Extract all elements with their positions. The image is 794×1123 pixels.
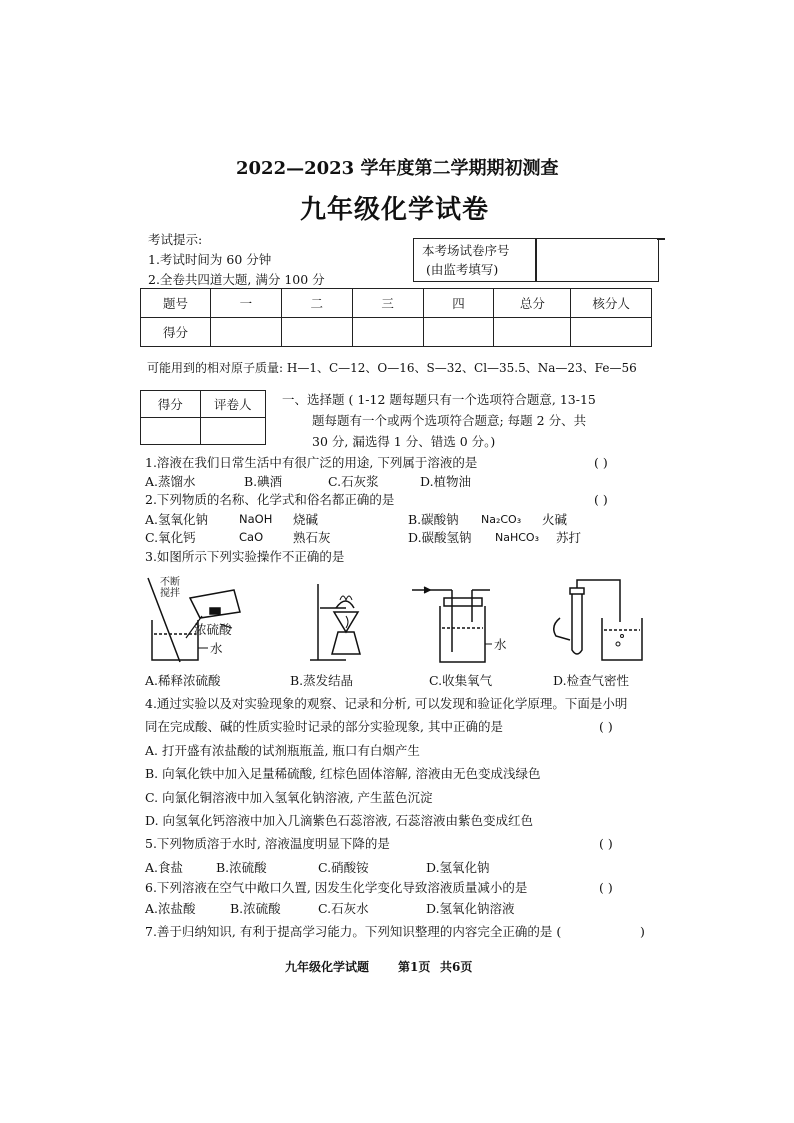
q3-option-a: A.稀释浓硫酸 — [145, 673, 221, 688]
score-header-total: 总分 — [494, 289, 571, 318]
grader-score-cell[interactable] — [141, 418, 201, 445]
score-cell-3[interactable] — [352, 318, 423, 347]
section1-line3: 30 分, 漏选得 1 分、错选 0 分。) — [312, 434, 496, 449]
q5-stem: 5.下列物质溶于水时, 溶液温度明显下降的是 — [145, 836, 390, 851]
q7-answer-paren-close[interactable]: ) — [640, 924, 645, 939]
q2-c-formula: CaO — [239, 530, 264, 544]
serial-number-box — [413, 238, 659, 282]
q2-a-common: 烧碱 — [293, 512, 319, 527]
grader-name-cell[interactable] — [200, 418, 265, 445]
q3-option-b: B.蒸发结晶 — [290, 673, 354, 688]
q2-stem: 2.下列物质的名称、化学式和俗名都正确的是 — [145, 492, 395, 507]
q2-d-common: 苏打 — [556, 530, 582, 545]
score-header-2: 二 — [281, 289, 352, 318]
q5-option-a: A.食盐 — [145, 860, 184, 875]
q4-option-b: B. 向氧化铁中加入足量稀硫酸, 红棕色固体溶解, 溶液由无色变成浅绿色 — [145, 766, 541, 781]
fig-c-water-label: 水 — [494, 637, 507, 652]
atomic-masses: 可能用到的相对原子质量: H—1、C—12、O—16、S—32、Cl—35.5、Na—23、Fe—56 — [147, 361, 637, 375]
score-cell-total[interactable] — [494, 318, 571, 347]
score-header-label: 题号 — [141, 289, 211, 318]
q1-option-a: A.蒸馏水 — [145, 474, 196, 489]
section1-line1: 一、选择题 ( 1-12 题每题只有一个选项符合题意, 13-15 — [282, 392, 596, 407]
tips-line-1: 1.考试时间为 60 分钟 — [148, 252, 272, 267]
q2-answer-paren[interactable]: ( ) — [594, 492, 608, 507]
q1-answer-paren[interactable]: ( ) — [594, 455, 608, 470]
fig-a-water-label: 水 — [210, 641, 223, 656]
score-header-1: 一 — [210, 289, 281, 318]
figure-b-evaporation — [310, 584, 360, 660]
score-cell-4[interactable] — [423, 318, 494, 347]
tips-heading: 考试提示: — [148, 232, 203, 247]
q2-b-formula: Na₂CO₃ — [481, 513, 522, 526]
q4-option-a: A. 打开盛有浓盐酸的试剂瓶瓶盖, 瓶口有白烟产生 — [145, 743, 420, 758]
q2-a-formula: NaOH — [239, 512, 273, 526]
q5-option-b: B.浓硫酸 — [216, 860, 267, 875]
footer-total: 共6页 — [440, 960, 473, 974]
section1-line2: 题每题有一个或两个选项符合题意; 每题 2 分、共 — [312, 413, 587, 428]
q7-stem: 7.善于归纳知识, 有利于提高学习能力。下列知识整理的内容完全正确的是 ( — [145, 924, 562, 939]
serial-box-divider — [535, 239, 537, 281]
score-row-label: 得分 — [141, 318, 211, 347]
q4-stem-line1: 4.通过实验以及对实验现象的观察、记录和分析, 可以发现和验证化学原理。下面是小明 — [145, 696, 628, 711]
q1-option-d: D.植物油 — [420, 474, 472, 489]
q2-c-common: 熟石灰 — [293, 530, 331, 545]
score-cell-1[interactable] — [210, 318, 281, 347]
stir-label-text: 不断 搅拌 — [160, 577, 180, 599]
q2-d-name: D.碳酸氢钠 — [408, 530, 472, 545]
serial-label: 本考场试卷序号 — [422, 243, 510, 258]
fig-a-acid-label: 浓硫酸 — [194, 622, 232, 637]
grader-name-label: 评卷人 — [200, 391, 265, 418]
serial-label-note: (由监考填写) — [426, 262, 499, 277]
q3-option-d: D.检查气密性 — [553, 673, 630, 688]
q2-b-name: B.碳酸钠 — [408, 512, 459, 527]
footer-page: 第1页 — [398, 960, 431, 974]
q1-option-c: C.石灰浆 — [328, 474, 379, 489]
score-header-3: 三 — [352, 289, 423, 318]
q4-option-d: D. 向氢氧化钙溶液中加入几滴紫色石蕊溶液, 石蕊溶液由紫色变成红色 — [145, 813, 533, 828]
q1-stem: 1.溶液在我们日常生活中有很广泛的用途, 下列属于溶液的是 — [145, 455, 478, 470]
q2-b-common: 火碱 — [542, 512, 568, 527]
serial-number-input[interactable] — [538, 241, 654, 279]
q6-stem: 6.下列溶液在空气中敞口久置, 因发生化学变化导致溶液质量减小的是 — [145, 880, 528, 895]
score-header-4: 四 — [423, 289, 494, 318]
q2-d-formula: NaHCO₃ — [495, 531, 539, 544]
q5-answer-paren[interactable]: ( ) — [599, 836, 613, 851]
figure-c-gas-collection — [412, 587, 492, 662]
q3-stem: 3.如图所示下列实验操作不正确的是 — [145, 549, 345, 564]
figure-d-airtightness — [554, 580, 642, 660]
q2-c-name: C.氧化钙 — [145, 530, 196, 545]
edge-mark — [657, 238, 665, 240]
score-header-checker: 核分人 — [571, 289, 652, 318]
q5-option-d: D.氢氧化钠 — [426, 860, 490, 875]
fig-a-stir-label — [160, 577, 180, 599]
exam-year-title: 2022—2023 学年度第二学期期初测查 — [236, 158, 559, 179]
q6-answer-paren[interactable]: ( ) — [599, 880, 613, 895]
tips-line-2: 2.全卷共四道大题, 满分 100 分 — [148, 272, 325, 287]
q4-stem-line2: 同在完成酸、碱的性质实验时记录的部分实验现象, 其中正确的是 — [145, 719, 503, 734]
q2-a-name: A.氢氧化钠 — [145, 512, 209, 527]
q3-option-c: C.收集氧气 — [429, 673, 493, 688]
q6-option-c: C.石灰水 — [318, 901, 369, 916]
q6-option-d: D.氢氧化钠溶液 — [426, 901, 515, 916]
q6-option-a: A.浓盐酸 — [145, 901, 196, 916]
grader-table — [140, 390, 266, 445]
q4-option-c: C. 向氯化铜溶液中加入氢氧化钠溶液, 产生蓝色沉淀 — [145, 790, 433, 805]
q6-option-b: B.浓硫酸 — [230, 901, 281, 916]
score-cell-checker[interactable] — [571, 318, 652, 347]
score-table — [140, 288, 652, 347]
q1-option-b: B.碘酒 — [244, 474, 283, 489]
score-cell-2[interactable] — [281, 318, 352, 347]
q4-answer-paren[interactable]: ( ) — [599, 719, 613, 734]
grader-score-label: 得分 — [141, 391, 201, 418]
footer-subject: 九年级化学试题 — [285, 960, 370, 974]
q5-option-c: C.硝酸铵 — [318, 860, 369, 875]
exam-title: 九年级化学试卷 — [300, 195, 490, 225]
